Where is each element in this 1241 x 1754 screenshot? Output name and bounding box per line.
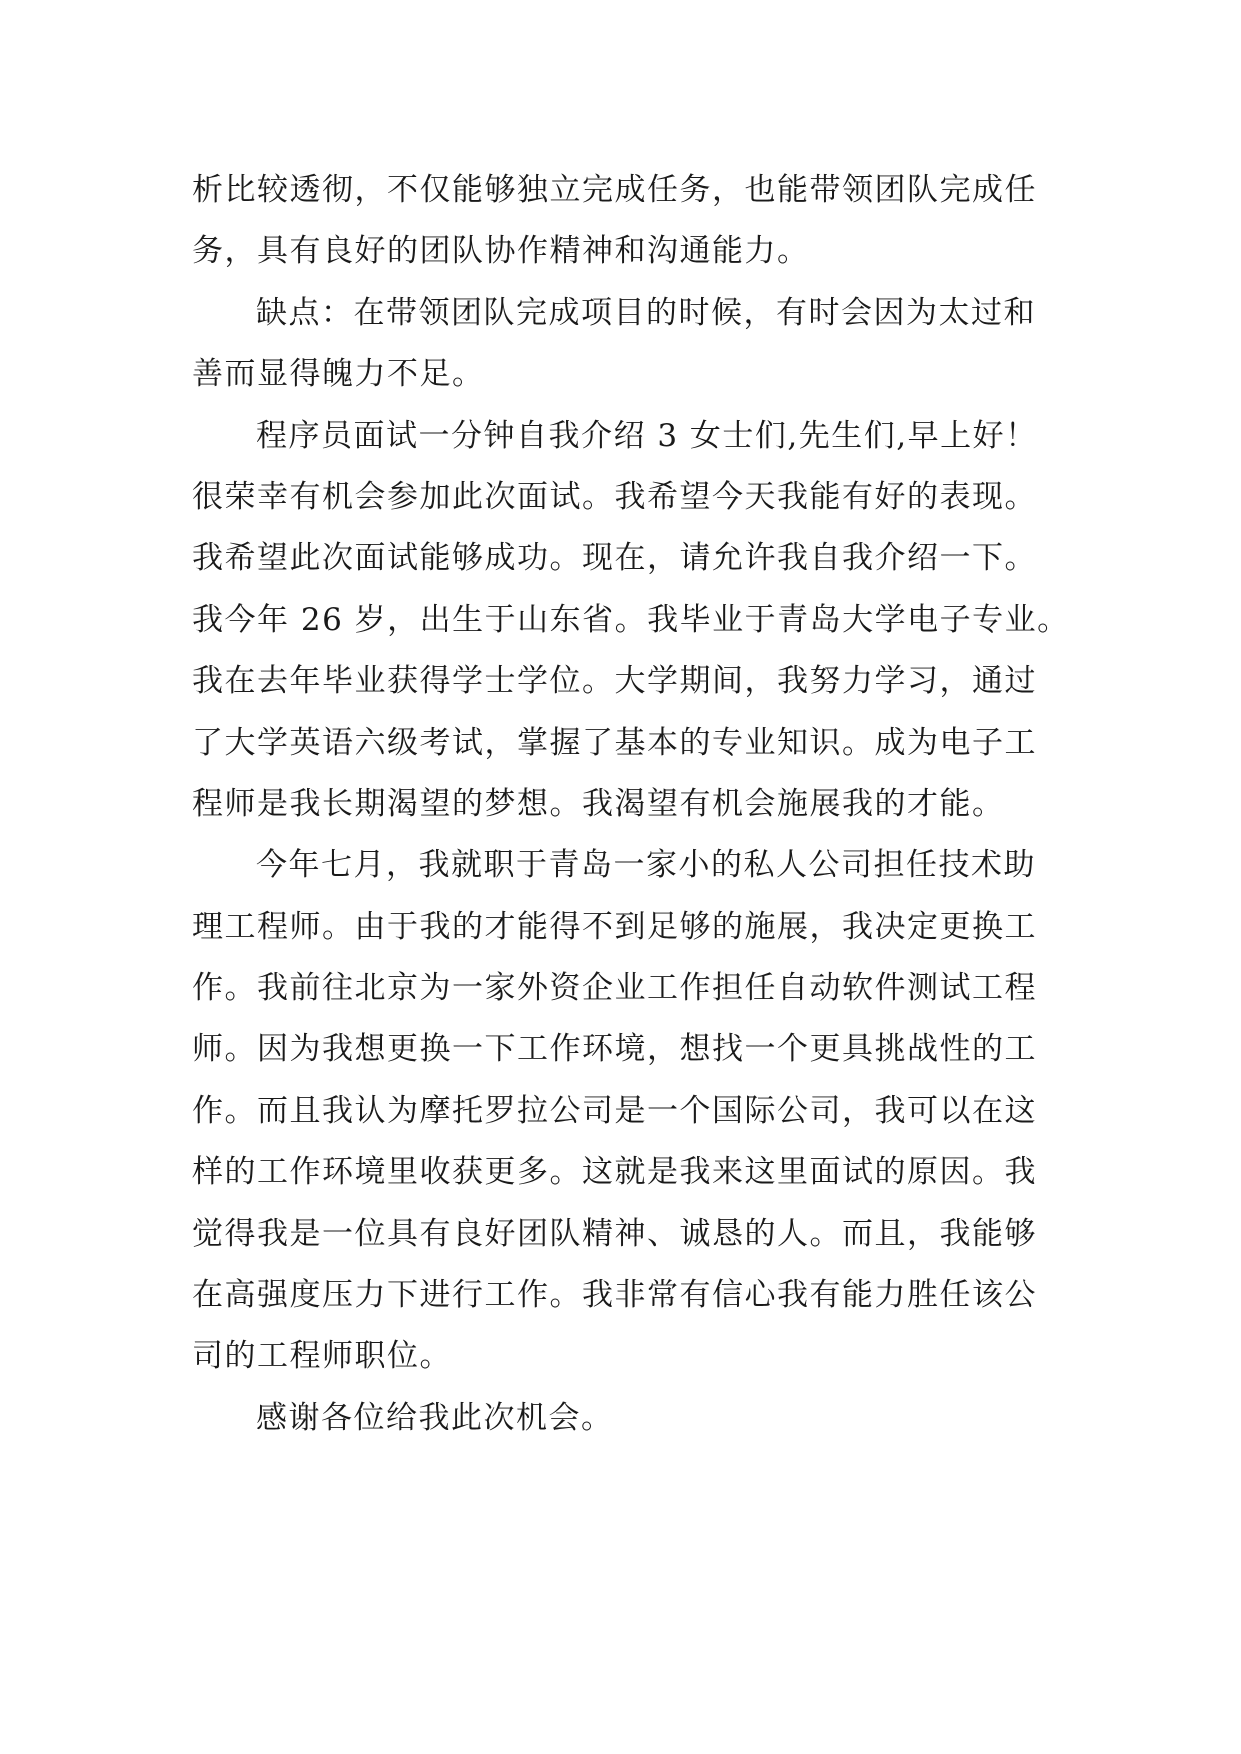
text-line: 理工程师。由于我的才能得不到足够的施展，我决定更换工 bbox=[192, 908, 1037, 945]
text-line: 在高强度压力下进行工作。我非常有信心我有能力胜任该公 bbox=[192, 1277, 1037, 1314]
text-line: 今年七月，我就职于青岛一家小的私人公司担任技术助 bbox=[256, 847, 1036, 884]
text-line: 司的工程师职位。 bbox=[192, 1338, 452, 1375]
text-line: 我在去年毕业获得学士学位。大学期间，我努力学习，通过 bbox=[192, 663, 1037, 700]
document-body bbox=[192, 160, 1070, 1449]
text-line: 觉得我是一位具有良好团队精神、诚恳的人。而且，我能够 bbox=[192, 1215, 1037, 1252]
text-line: 了大学英语六级考试，掌握了基本的专业知识。成为电子工 bbox=[192, 724, 1037, 761]
text-line: 务，具有良好的团队协作精神和沟通能力。 bbox=[192, 233, 810, 270]
text-line: 程序员面试一分钟自我介绍 3 女士们,先生们,早上好！ bbox=[256, 417, 1038, 454]
text-line: 缺点：在带领团队完成项目的时候，有时会因为太过和 bbox=[256, 294, 1036, 331]
text-line: 作。而且我认为摩托罗拉公司是一个国际公司，我可以在这 bbox=[192, 1092, 1037, 1129]
text-line: 我今年 26 岁，出生于山东省。我毕业于青岛大学电子专业。 bbox=[192, 601, 1070, 638]
text-line: 很荣幸有机会参加此次面试。我希望今天我能有好的表现。 bbox=[192, 478, 1037, 515]
text-line: 善而显得魄力不足。 bbox=[192, 356, 485, 393]
text-line: 师。因为我想更换一下工作环境，想找一个更具挑战性的工 bbox=[192, 1031, 1037, 1068]
text-line: 作。我前往北京为一家外资企业工作担任自动软件测试工程 bbox=[192, 970, 1037, 1007]
text-line: 析比较透彻，不仅能够独立完成任务，也能带领团队完成任 bbox=[192, 172, 1037, 208]
text-line: 感谢各位给我此次机会。 bbox=[256, 1399, 614, 1436]
text-line: 样的工作环境里收获更多。这就是我来这里面试的原因。我 bbox=[192, 1154, 1037, 1191]
text-line: 程师是我长期渴望的梦想。我渴望有机会施展我的才能。 bbox=[192, 785, 1005, 822]
text-line: 我希望此次面试能够成功。现在，请允许我自我介绍一下。 bbox=[192, 540, 1037, 577]
